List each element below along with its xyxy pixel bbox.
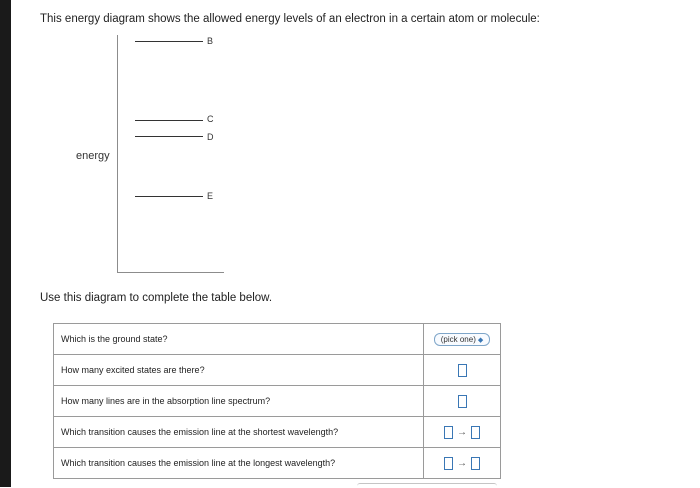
table-row [54,355,501,386]
answer-cell-excited-states [424,355,501,386]
energy-level-b-label: B [207,36,214,46]
question-shortest-wavelength: Which transition causes the emission line at the shortest wavelength? [54,417,424,448]
intro-text: This energy diagram shows the allowed energy levels of an electron in a certain atom or molecule: [40,13,540,25]
shortest-transition-from-input[interactable] [444,426,453,439]
chevron-updown-icon: ◆ [477,336,484,344]
energy-level-b-line [135,41,203,42]
energy-level-c-label: C [207,114,214,124]
table-row [54,386,501,417]
energy-level-d-label: D [207,132,214,142]
instruction-text: Use this diagram to complete the table below. [40,292,273,304]
answer-cell-shortest-wavelength [424,417,501,448]
energy-level-e-line [135,196,203,197]
question-excited-states: How many excited states are there? [54,355,424,386]
energy-diagram-frame [117,35,224,273]
window-left-edge [0,0,11,487]
energy-level-d-line [135,136,203,137]
answer-cell-longest-wavelength [424,448,501,479]
question-table [53,323,501,479]
table-row [54,324,501,355]
absorption-lines-input[interactable] [458,395,467,408]
energy-axis-label: energy [76,150,110,162]
toolbar-edge [357,483,497,488]
table-row [54,417,501,448]
excited-states-input[interactable] [458,364,467,377]
answer-cell-absorption-lines [424,386,501,417]
question-absorption-lines: How many lines are in the absorption line spectrum? [54,386,424,417]
ground-state-dropdown[interactable] [434,333,491,346]
right-arrow-icon: → [457,426,467,438]
right-arrow-icon: → [457,457,467,469]
longest-transition-from-input[interactable] [444,457,453,470]
question-ground-state: Which is the ground state? [54,324,424,355]
energy-level-e-label: E [207,191,214,201]
answer-cell-ground-state [424,324,501,355]
longest-transition-to-input[interactable] [471,457,480,470]
question-longest-wavelength: Which transition causes the emission line at the longest wavelength? [54,448,424,479]
table-row [54,448,501,479]
energy-level-c-line [135,120,203,121]
dropdown-label: (pick one) [440,334,476,344]
shortest-transition-to-input[interactable] [471,426,480,439]
